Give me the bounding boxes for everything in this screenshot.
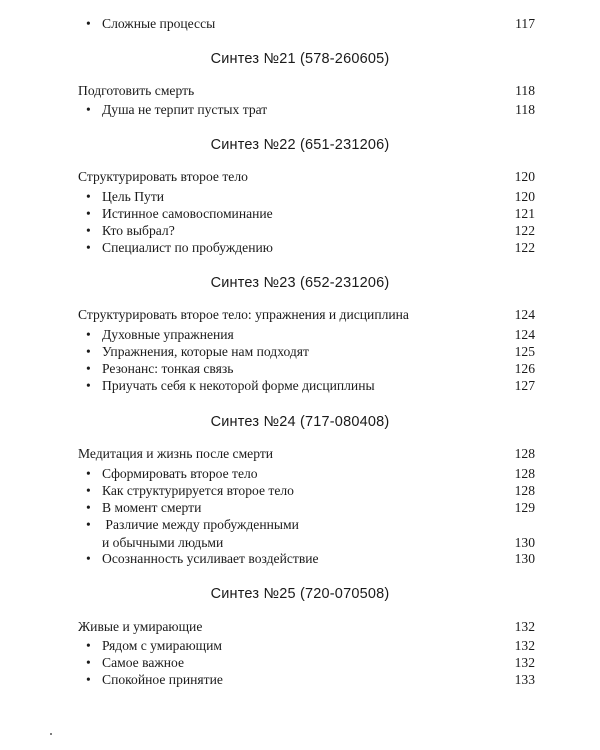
entry-title: Медитация и жизнь после смерти [78,446,274,461]
entry-title: • Душа не терпит пустых трат [86,101,267,119]
entry-page: 128 [514,483,535,498]
entry-title: • Истинное самовоспоминание [86,205,273,223]
section-heading: Синтез №23 (652-231206) [210,275,390,291]
entry-title: • Упражнения, которые нам подходят [86,343,309,361]
section-heading: Синтез №25 (720-070508) [210,586,390,602]
entry-title: • Самое важное [86,654,184,672]
toc-entry [86,343,535,361]
toc-entry [86,205,535,223]
entry-page: 132 [514,655,535,670]
entry-page: 124 [514,307,535,322]
entry-page: 117 [515,16,535,31]
toc-entry [86,101,535,119]
entry-title: Структурировать второе тело: упражнения и дисциплина [78,307,409,322]
toc-entry [86,15,535,33]
entry-title: • Кто выбрал? [86,222,175,240]
toc-entry [86,637,535,655]
entry-title: • Специалист по пробуждению [86,239,273,257]
toc-entry [78,306,535,324]
entry-page: 128 [514,466,535,481]
entry-title: Живые и умирающие [78,619,203,634]
entry-page: 120 [514,189,535,204]
toc-entry [86,516,535,552]
entry-page: 128 [514,446,535,461]
toc-entry [86,671,535,689]
entry-page: 122 [514,240,535,255]
entry-title: • Резонанс: тонкая связь [86,360,233,378]
toc-entry [78,168,535,186]
entry-page: 133 [514,672,535,687]
entry-title: • Духовные упражнения [86,326,234,344]
entry-title: • Цель Пути [86,188,164,206]
entry-title: • Сложные процессы [86,15,215,33]
toc-entry [86,326,535,344]
entry-page: 118 [515,83,535,98]
entry-title: • Сформировать второе тело [86,465,258,483]
entry-page: 127 [514,378,535,393]
section-heading: Синтез №22 (651-231206) [210,137,390,153]
toc-entry [78,82,535,100]
section-heading: Синтез №24 (717-080408) [210,414,390,430]
entry-title: • В момент смерти [86,499,201,517]
entry-page: 118 [515,102,535,117]
entry-title: • Осознанность усиливает воздействие [86,550,319,568]
entry-title: Структурировать второе тело [78,169,248,184]
entry-title: • Как структурируется второе тело [86,482,294,500]
entry-page: 130 [514,551,535,566]
entry-title [86,516,299,552]
entry-page: 122 [514,223,535,238]
entry-page: 126 [514,361,535,376]
entry-title-line1: Различие между пробужденными [105,517,299,532]
entry-page: 121 [514,206,535,221]
toc-entry [78,618,535,636]
entry-title-line2: и обычными людьми [102,535,224,550]
entry-page: 125 [514,344,535,359]
entry-page: 124 [514,327,535,342]
entry-page: 129 [514,500,535,515]
entry-page: 130 [514,535,535,550]
entry-title: Подготовить смерть [78,83,195,98]
entry-title: • Приучать себя к некоторой форме дисциплины [86,377,375,395]
entry-title: • Рядом с умирающим [86,637,222,655]
section-heading: Синтез №21 (578-260605) [210,51,390,67]
toc-entry [86,222,535,240]
entry-title: • Спокойное принятие [86,671,223,689]
entry-page: 132 [514,638,535,653]
entry-page: 120 [514,169,535,184]
toc-entry [86,377,535,395]
toc-entry [86,654,535,672]
toc-entry [86,360,535,378]
toc-entry [86,499,535,517]
entry-page: 132 [514,619,535,634]
toc-entry [86,239,535,257]
toc-entry [86,465,535,483]
toc-entry [86,188,535,206]
toc-entry [78,445,535,463]
scan-speck [50,733,52,735]
toc-entry [86,550,535,568]
toc-entry [86,482,535,500]
